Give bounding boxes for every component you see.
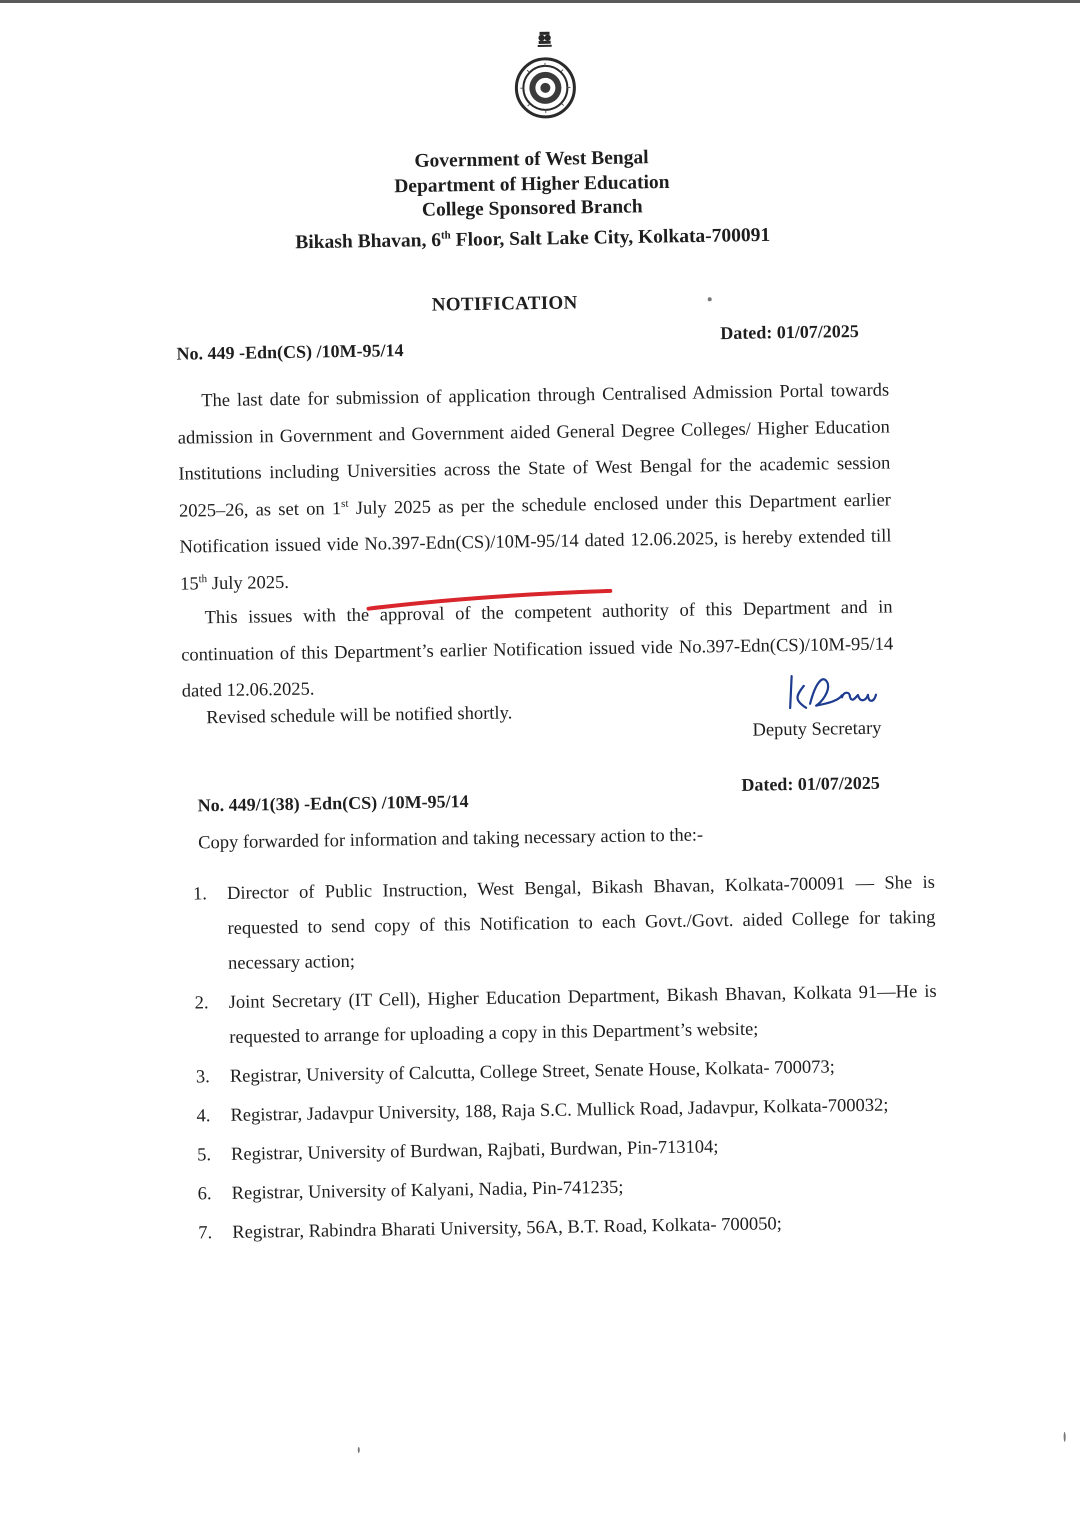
header-address: Bikash Bhavan, 6th Floor, Salt Lake City, Kolkata-700091 (243, 217, 823, 256)
notification-date: Dated: 01/07/2025 (720, 321, 859, 344)
west-bengal-government-emblem-icon (512, 27, 577, 122)
scan-speck (708, 297, 712, 301)
list-item: 6. Registrar, University of Kalyani, Nadia, Pin-741235; (197, 1166, 939, 1213)
office-header (241, 144, 823, 257)
list-item: 3. Registrar, University of Calcutta, College Street, Senate House, Kolkata- 700073; (196, 1049, 938, 1096)
header-branch: College Sponsored Branch (242, 193, 822, 227)
copy-ref-no: No. 449/1(38) -Edn(CS) /10M-95/14 (197, 791, 468, 816)
notification-paragraph-1: The last date for submission of application through Centralised Admission Portal towards admission in Government and Government aided General Degree Colleges/ Higher Education Institutions including Universities across the State of West Bengal for the academic session 2025–26, as set on 1st July 2025 as per the schedule enclosed under this Department earlier Notification issued vide No.397-Edn(CS)/10M-95/14 dated 12.06.2025, is hereby extended till 15th July 2025. (177, 372, 892, 602)
header-government: Government of West Bengal (241, 144, 821, 178)
copy-intro: Copy forwarded for information and taking necessary action to the:- (198, 825, 703, 854)
header-department: Department of Higher Education (242, 168, 822, 202)
scan-speck (358, 1447, 360, 1453)
list-item: 4. Registrar, Jadavpur University, 188, Raja S.C. Mullick Road, Jadavpur, Kolkata-700032; (196, 1088, 938, 1135)
handwritten-signature (782, 666, 893, 718)
signatory-designation: Deputy Secretary (752, 719, 881, 742)
copy-recipients-list (193, 866, 941, 1256)
copy-date: Dated: 01/07/2025 (741, 773, 880, 796)
notification-paragraph-2: This issues with the approval of the competent authority of this Department and in continuation of this Department’s earlier Notification issued vide No.397-Edn(CS)/10M-95/14 dated 12.06.2025. (180, 589, 894, 710)
notification-paragraph-3: Revised schedule will be notified shortly. (206, 703, 512, 729)
list-item: 5. Registrar, University of Burdwan, Rajbati, Burdwan, Pin-713104; (197, 1127, 939, 1174)
list-item: 7. Registrar, Rabindra Bharati University, 56A, B.T. Road, Kolkata- 700050; (198, 1205, 940, 1252)
notification-ref-no: No. 449 -Edn(CS) /10M-95/14 (176, 340, 403, 365)
red-pen-strikethrough (364, 589, 614, 617)
list-item: 1. Director of Public Instruction, West Bengal, Bikash Bhavan, Kolkata-700091 — She is requested to send copy of this Notification to each Govt./Govt. aided College for taking necessary action; (193, 866, 937, 983)
notification-title: NOTIFICATION (432, 292, 578, 316)
scan-speck (1064, 1432, 1066, 1442)
list-item: 2. Joint Secretary (IT Cell), Higher Education Department, Bikash Bhavan, Kolkata 91—He is requested to arrange for uploading a copy in this Department’s website; (194, 975, 937, 1057)
